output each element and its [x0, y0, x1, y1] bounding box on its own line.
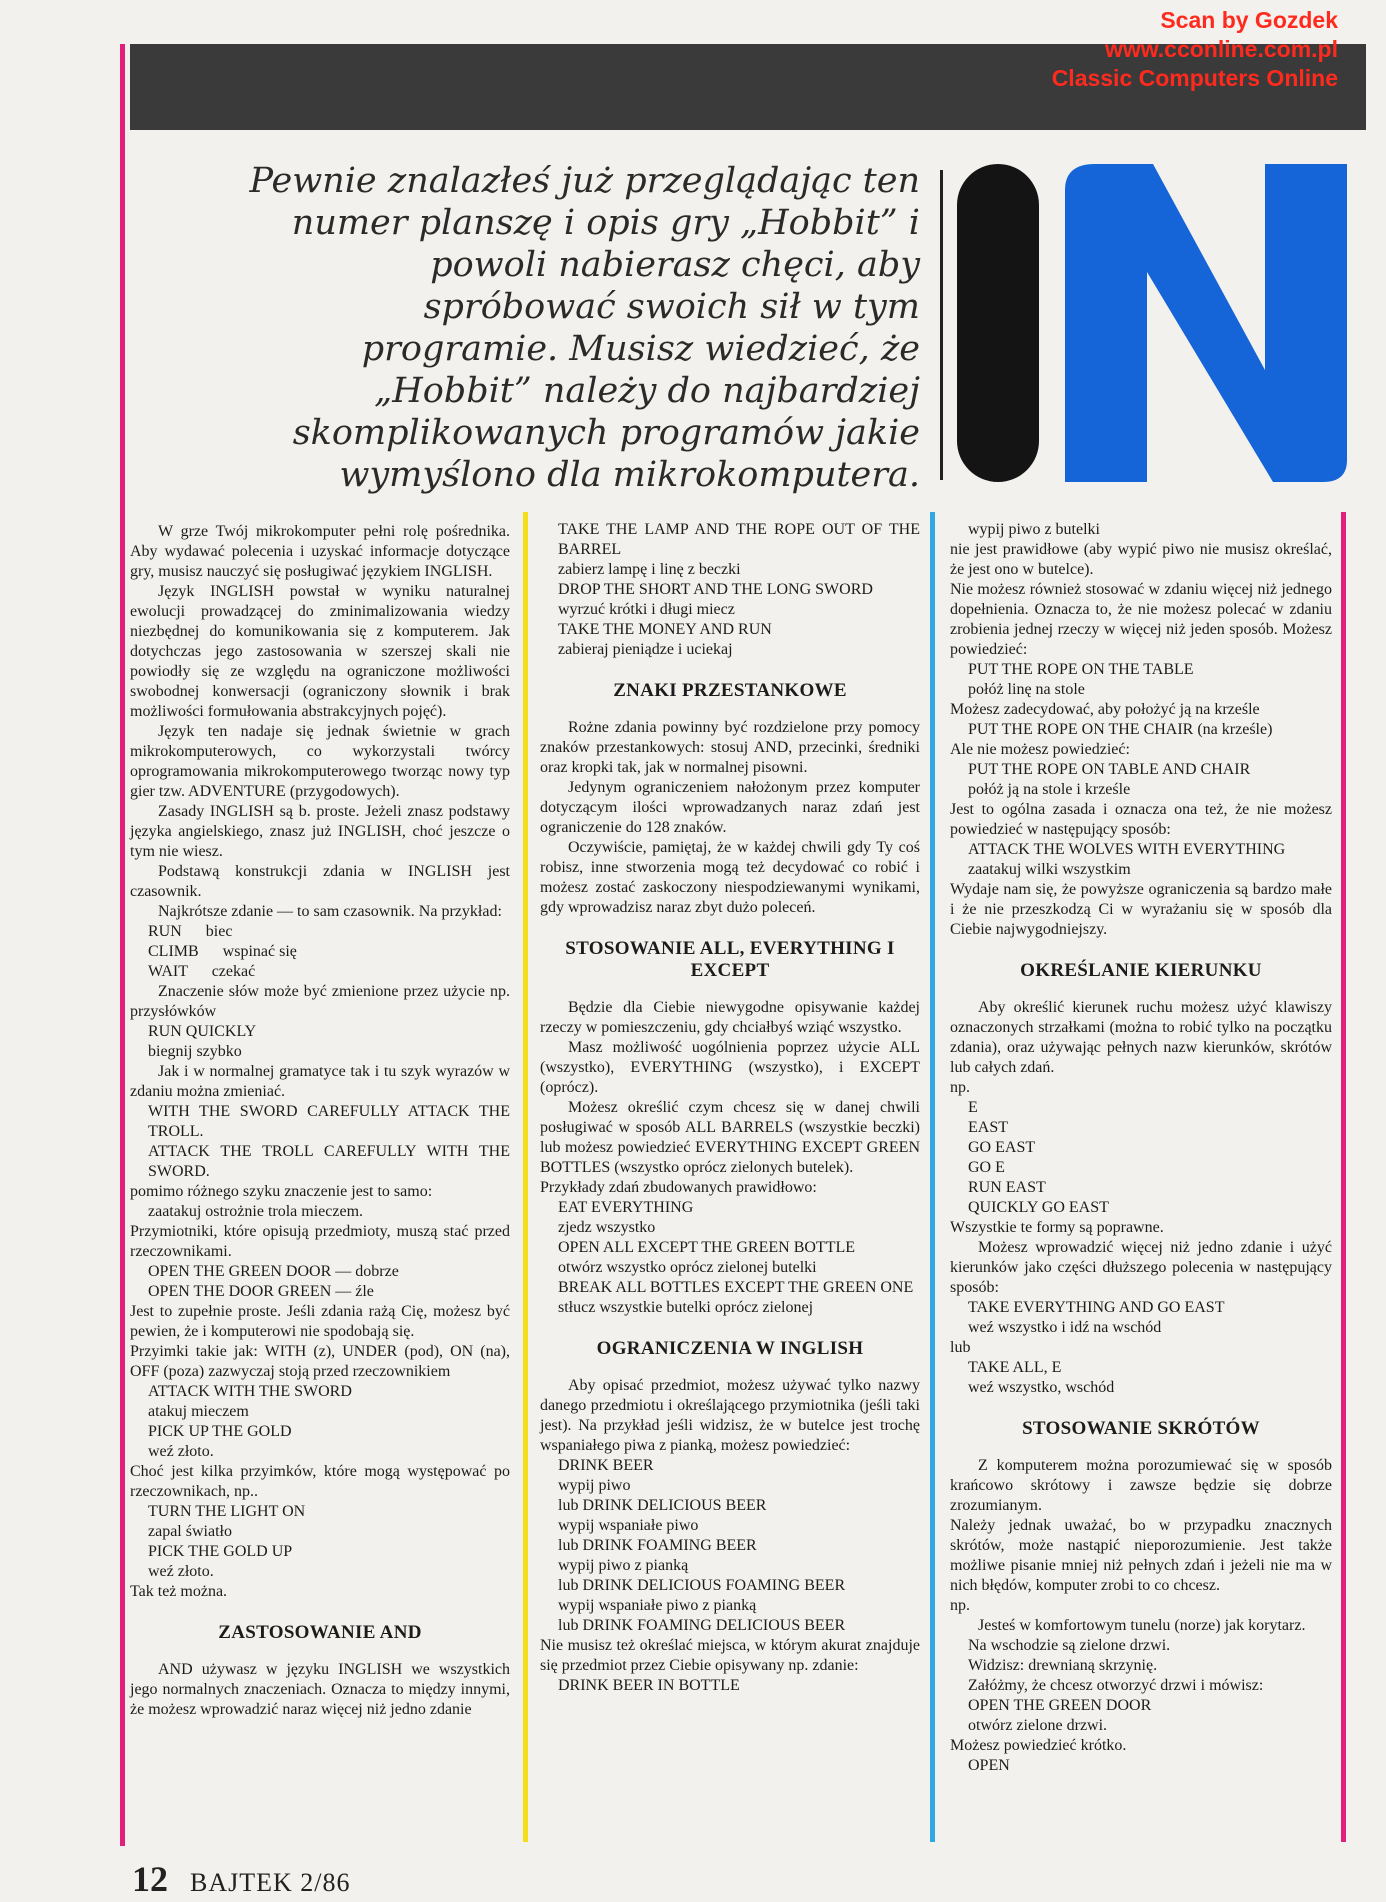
col2-tr4: zjedz wszystko [558, 1219, 656, 1236]
col2-p3: Oczywiście, pamiętaj, że w każdej chwili gdy Ty coś robisz, inne stworzenia mogą też decydować co robić i możesz zostać zaskoczony niespodziewanymi wynikami, gdy wprowadzisz naraz zbyt dużo poleceń. [540, 839, 920, 916]
col2-tr10: wypij wspaniałe piwo z pianką [558, 1597, 757, 1614]
col2-p9: Nie musisz też określać miejsca, w którym akurat znajduje się przedmiot przez Ciebie opisywany np. zdanie: [540, 1637, 920, 1674]
col3-p5: Jest to ogólna zasada i oznacza ona też, że nie możesz powiedzieć w następujący sposób: [950, 801, 1332, 838]
heading-stosowanie-skrotow: STOSOWANIE SKRÓTÓW [1022, 1418, 1260, 1439]
col1-tr6: zaatakuj ostrożnie trola mieczem. [148, 1203, 364, 1220]
col3-ex2: PUT THE ROPE ON THE TABLE [968, 661, 1194, 678]
col3-q4: Załóżmy, że chcesz otworzyć drzwi i mówisz: [968, 1677, 1264, 1694]
col1-ex12: PICK THE GOLD UP [148, 1543, 293, 1560]
col1-p10: Przymiotniki, które opisują przedmioty, muszą stać przed rzeczownikami. [130, 1223, 510, 1260]
col2-ex4: EAT EVERYTHING [558, 1199, 694, 1216]
col3-ex7: EAST [968, 1119, 1008, 1136]
col3-p15: Możesz powiedzieć krótko. [950, 1737, 1127, 1754]
col3-tr2: połóż linę na stole [968, 681, 1085, 698]
col3-q2: Na wschodzie są zielone drzwi. [968, 1637, 1171, 1654]
col2-tr5: otwórz wszystko oprócz zielonej butelki [558, 1259, 817, 1276]
magenta-rule-left [120, 44, 125, 1846]
col3-p10: Możesz wprowadzić więcej niż jedno zdanie i użyć kierunków jako części dłuższego polecenia w następujący sposób: [950, 1239, 1332, 1296]
col3-tr13: weź wszystko, wschód [968, 1379, 1115, 1396]
col1-tr4: biegnij szybko [148, 1043, 242, 1060]
col1-p1: W grze Twój mikrokomputer pełni rolę pośrednika. Aby wydawać polecenia i uzyskać informacje dotyczące gry, musisz nauczyć się posługiwać językiem INGLISH. [130, 523, 510, 580]
col1-p15: AND używasz w języku INGLISH we wszystkich jego normalnych znaczeniach. Oznacza to między innymi, że możesz wprowadzić naraz więcej niż jedno zdanie [130, 1661, 510, 1718]
col3-p7: Aby określić kierunek ruchu możesz użyć klawiszy oznaczonych strzałkami (można to robić tylko na początku zdania), oraz używając pełnych nazw kierunków, skrótów lub całych zdań. [950, 999, 1332, 1076]
col1-ex11: TURN THE LIGHT ON [148, 1503, 306, 1520]
col3-p6: Wydaje nam się, że powyższe ograniczenia są bardzo małe i że nie przeszkodzą Ci w wyrażaniu się w sposób dla Ciebie najwygodniejszy. [950, 881, 1332, 938]
col3-ex4: PUT THE ROPE ON TABLE AND CHAIR [968, 761, 1251, 778]
col2-p7: Przykłady zdań zbudowanych prawidłowo: [540, 1179, 817, 1196]
col1-p4: Zasady INGLISH są b. proste. Jeżeli znasz podstawy języka angielskiego, znasz już INGLISH, choć jeszcze o tym nie wiesz. [130, 803, 510, 860]
col3-p1: nie jest prawidłowe (aby wypić piwo nie musisz określać, że jest ono w butelce). [950, 541, 1332, 578]
col3-tr1: wypij piwo z butelki [968, 521, 1100, 538]
col1-ex8: OPEN THE DOOR GREEN — źle [148, 1283, 374, 1300]
col1-tr9: atakuj mieczem [148, 1403, 249, 1420]
col3-p11: lub [950, 1339, 971, 1356]
col1-p6: Najkrótsze zdanie — to sam czasownik. Na przykład: [158, 903, 502, 920]
col1-ex10: PICK UP THE GOLD [148, 1423, 292, 1440]
col1-p11: Jest to zupełnie proste. Jeśli zdania rażą Cię, możesz być pewien, że i komputerowi nie spodobają się. [130, 1303, 510, 1340]
col3-ex12: TAKE EVERYTHING AND GO EAST [968, 1299, 1225, 1316]
col3-p12: Z komputerem można porozumiewać się w sposób krańcowo skrótowy i zawsze będzie się dobrze zrozumianym. [950, 1457, 1332, 1514]
col1-p9: pomimo różnego szyku znaczenie jest to samo: [130, 1183, 433, 1200]
col3-ex15: OPEN [968, 1757, 1010, 1774]
intro-text: Pewnie znalazłeś już przeglądając ten numer planszę i opis gry „Hobbit” i powoli nabierasz chęci, aby spróbować swoich sił w tym programie. Musisz wiedzieć, że „Hobbit” należy do najbardziej skomplikowanych programów jakie wymyślono dla mikrokomputera. [249, 161, 920, 495]
col2-tr2: wyrzuć krótki i długi miecz [558, 601, 735, 618]
col3-tr4: połóż ją na stole i krześle [968, 781, 1131, 798]
col2-ex1: TAKE THE LAMP AND THE ROPE OUT OF THE BARREL [558, 521, 920, 558]
col2-ex2: DROP THE SHORT AND THE LONG SWORD [558, 581, 873, 598]
col3-tr14: otwórz zielone drzwi. [968, 1717, 1108, 1734]
col1-p12: Przyimki takie jak: WITH (z), UNDER (pod), ON (na), OFF (poza) zazwyczaj stoją przed rzeczownikiem [130, 1343, 510, 1380]
col2-p4: Będzie dla Ciebie niewygodne opisywanie każdej rzeczy w pomieszczeniu, gdy chciałbyś wziąć wszystko. [540, 999, 920, 1036]
col1-p14: Tak też można. [130, 1583, 228, 1600]
page-number: 12 [132, 1859, 168, 1899]
col2-ex12: DRINK BEER IN BOTTLE [558, 1677, 740, 1694]
col2-tr3: zabieraj pieniądze i uciekaj [558, 641, 733, 658]
cyan-rule [930, 512, 935, 1842]
col2-ex9: lub DRINK FOAMING BEER [558, 1537, 757, 1554]
page-footer [132, 1858, 351, 1900]
col2-ex10: lub DRINK DELICIOUS FOAMING BEER [558, 1577, 846, 1594]
column-2 [540, 520, 920, 1696]
col2-tr1: zabierz lampę i linę z beczki [558, 561, 741, 578]
col1-tr11: zapal światło [148, 1523, 232, 1540]
col2-p2: Jedynym ograniczeniem nałożonym przez komputer dotyczącym ilości wprowadzanych naraz zdań jest ograniczenie do 128 znaków. [540, 779, 920, 836]
col1-tr12: weź złoto. [148, 1563, 214, 1580]
in-logo [955, 160, 1365, 490]
col3-ex10: RUN EAST [968, 1179, 1046, 1196]
col1-p2: Język INGLISH powstał w wyniku naturalnej ewolucji prowadzącej do zminimalizowania wiedzy niezbędnej do komunikowania się z komputerem. Jak dotychczas jego zastosowania w szerszej skali nie powiodły się ze względu na ograniczone możliwości swobodnej konwersacji (ograniczony słownik i brak możliwości formułowania abstrakcyjnych pojęć). [130, 583, 510, 720]
col1-p5: Podstawą konstrukcji zdania w INGLISH jest czasownik. [130, 863, 510, 900]
col3-q3: Widzisz: drewnianą skrzynię. [968, 1657, 1158, 1674]
col2-tr6: stłucz wszystkie butelki oprócz zielonej [558, 1299, 814, 1316]
col1-ex7: OPEN THE GREEN DOOR — dobrze [148, 1263, 399, 1280]
col1-ex9: ATTACK WITH THE SWORD [148, 1383, 352, 1400]
heading-stosowanie-all: STOSOWANIE ALL, EVERYTHING I EXCEPT [565, 938, 895, 981]
col3-p8: np. [950, 1079, 970, 1096]
col3-ex9: GO E [968, 1159, 1005, 1176]
col1-p13: Choć jest kilka przyimków, które mogą występować po rzeczownikach, np.. [130, 1463, 510, 1500]
col3-p2: Nie możesz również stosować w zdaniu więcej niż jednego dopełnienia. Oznacza to, że nie możesz polecać w zdaniu zrobienia jednej rzeczy w więcej niż jeden sposób. Możesz powiedzieć: [950, 581, 1332, 658]
issue-label: BAJTEK 2/86 [190, 1868, 351, 1897]
col1-p3: Język ten nadaje się jednak świetnie w grach mikrokomputerowych, co wykorzystali twórcy oprogramowania mikrokomputerowego tworząc nowy typ gier tzw. ADVENTURE (przygodowych). [130, 723, 510, 800]
magenta-rule-right [1341, 512, 1346, 1842]
col2-tr8: wypij wspaniałe piwo [558, 1517, 699, 1534]
col3-p14: np. [950, 1597, 970, 1614]
col2-ex6: BREAK ALL BOTTLES EXCEPT THE GREEN ONE [558, 1279, 914, 1296]
col1-ex3: WAIT czekać [148, 963, 256, 980]
col3-p9: Wszystkie te formy są poprawne. [950, 1219, 1164, 1236]
col2-ex8: lub DRINK DELICIOUS BEER [558, 1497, 767, 1514]
heading-ograniczenia: OGRANICZENIA W INGLISH [596, 1338, 864, 1359]
col2-p1: Rożne zdania powinny być rozdzielone przy pomocy znaków przestankowych: stosuj AND, przecinki, średniki oraz kropki tak, jak w normalnej pisowni. [540, 719, 920, 776]
col1-ex5: WITH THE SWORD CAREFULLY ATTACK THE TROLL. [148, 1103, 510, 1140]
scan-credit-line3: Classic Computers Online [1051, 65, 1338, 91]
col1-ex1: RUN biec [148, 923, 233, 940]
logo-letter-n [1065, 164, 1347, 482]
heading-zastosowanie-and: ZASTOSOWANIE AND [218, 1622, 422, 1643]
col1-tr10: weź złoto. [148, 1443, 214, 1460]
scan-credit-line1: Scan by Gozdek [1160, 7, 1338, 33]
col3-tr5: zaatakuj wilki wszystkim [968, 861, 1131, 878]
column-1 [130, 522, 510, 1720]
col2-p5: Masz możliwość uogólnienia poprzez użycie ALL (wszystko), EVERYTHING (wszystko), i EXCEPT (oprócz). [540, 1039, 920, 1096]
heading-okreslanie-kierunku: OKREŚLANIE KIERUNKU [1020, 960, 1262, 981]
col2-ex5: OPEN ALL EXCEPT THE GREEN BOTTLE [558, 1239, 856, 1256]
col3-ex13: TAKE ALL, E [968, 1359, 1062, 1376]
logo-letter-i [957, 164, 1039, 482]
col3-ex5: ATTACK THE WOLVES WITH EVERYTHING [968, 841, 1286, 858]
scan-credit [1052, 6, 1338, 93]
intro-divider [940, 170, 943, 480]
col2-tr7: wypij piwo [558, 1477, 631, 1494]
col3-tr12: weź wszystko i idź na wschód [968, 1319, 1162, 1336]
col1-ex6: ATTACK THE TROLL CAREFULLY WITH THE SWORD. [148, 1143, 510, 1180]
yellow-rule [523, 512, 528, 1842]
col3-p3: Możesz zadecydować, aby położyć ją na krześle [950, 701, 1260, 718]
col2-ex7: DRINK BEER [558, 1457, 654, 1474]
col1-ex2: CLIMB wspinać się [148, 943, 297, 960]
col2-p6: Możesz określić czym chcesz się w danej chwili posługiwać w sposób ALL BARRELS (wszystkie beczki) lub możesz powiedzieć EVERYTHING EXCEPT GREEN BOTTLES (wszystko oprócz zielonych butelek). [540, 1099, 920, 1176]
col2-ex11: lub DRINK FOAMING DELICIOUS BEER [558, 1617, 846, 1634]
col2-p8: Aby opisać przedmiot, możesz używać tylko nazwy danego przedmiotu i określającego przymiotnika (jeśli taki jest). Na przykład jeśli widzisz, że w butelce jest trochę wspaniałego piwa z pianką, możesz powiedzieć: [540, 1377, 920, 1454]
col3-ex14: OPEN THE GREEN DOOR [968, 1697, 1152, 1714]
col1-ex4: RUN QUICKLY [148, 1023, 257, 1040]
scan-credit-line2[interactable]: www.cconline.com.pl [1104, 36, 1338, 62]
column-3 [950, 520, 1332, 1776]
col3-q1: Jesteś w komfortowym tunelu (norze) jak korytarz. [978, 1617, 1306, 1634]
col3-ex11: QUICKLY GO EAST [968, 1199, 1109, 1216]
col1-p7: Znaczenie słów może być zmienione przez użycie np. przysłówków [130, 983, 510, 1020]
col3-p4: Ale nie możesz powiedzieć: [950, 741, 1130, 758]
col3-ex3: PUT THE ROPE ON THE CHAIR (na krześle) [968, 721, 1273, 738]
col3-p13: Należy jednak uważać, bo w przypadku znacznych skrótów, może nastąpić nieporozumienie. Jest także możliwe pisanie mniej niż pełnych zdań i jeżeli nie ma w nich błędów, komputer zrobi to co chcesz. [950, 1517, 1332, 1594]
col2-ex3: TAKE THE MONEY AND RUN [558, 621, 772, 638]
col3-ex8: GO EAST [968, 1139, 1036, 1156]
col1-p8: Jak i w normalnej gramatyce tak i tu szyk wyrazów w zdaniu można zmieniać. [130, 1063, 510, 1100]
heading-znaki-przestankowe: ZNAKI PRZESTANKOWE [613, 680, 847, 701]
col3-ex6: E [968, 1099, 978, 1116]
col2-tr9: wypij piwo z pianką [558, 1557, 689, 1574]
